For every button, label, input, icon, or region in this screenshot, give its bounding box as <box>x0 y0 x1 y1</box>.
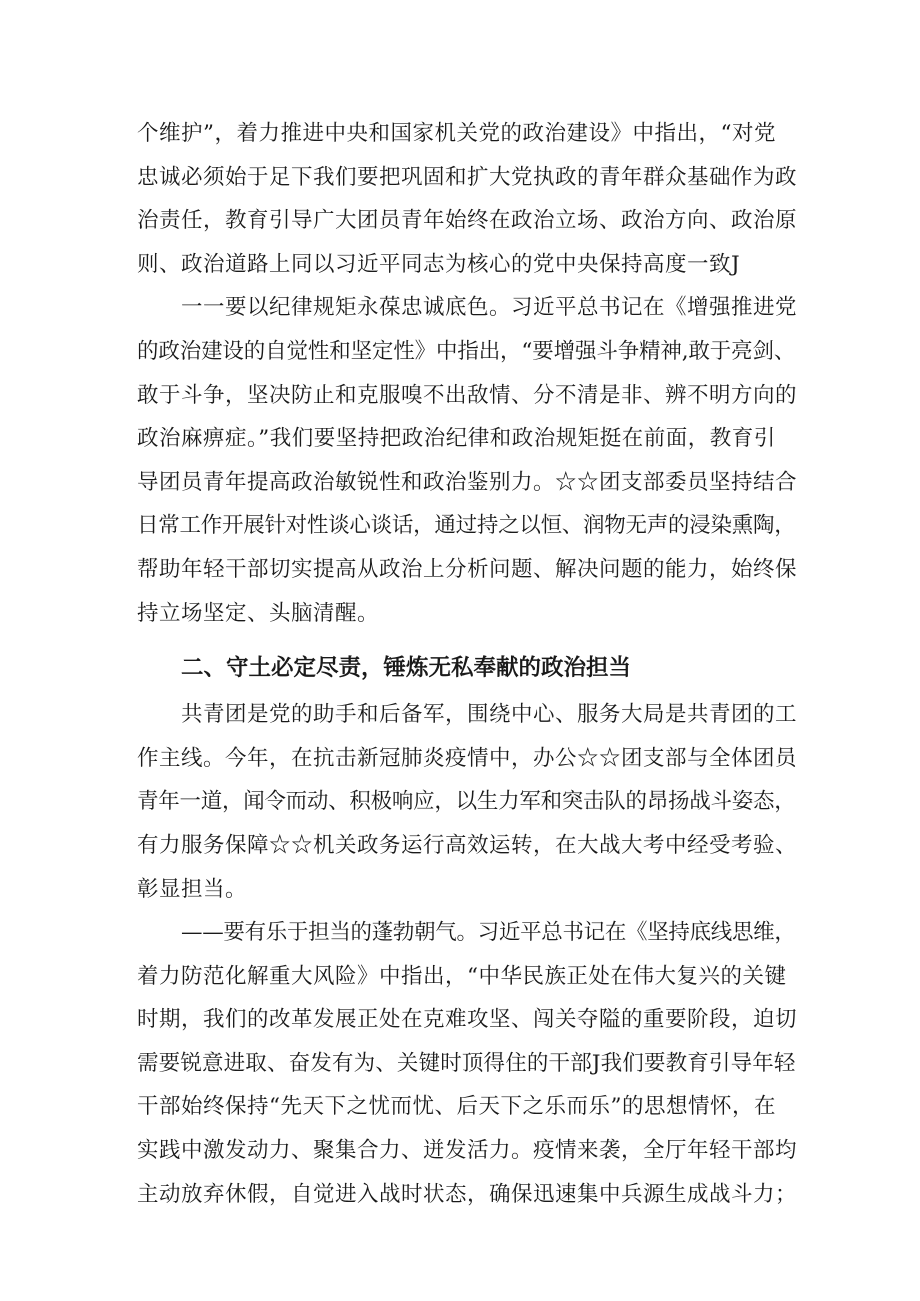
paragraph-line: 治责任，教育引导广大团员青年始终在政治立场、政治方向、政治原 <box>137 208 798 234</box>
paragraph-line: 持立场坚定、头脑清醒。 <box>137 600 380 626</box>
section-heading: 二、守土必定尽责，锤炼无私奉献的政治担当 <box>181 655 632 682</box>
paragraph-3 <box>137 693 797 911</box>
paragraph-line: 个维护”，着力推进中央和国家机关党的政治建设》中指出，“对党 <box>137 121 776 146</box>
paragraph-line: 有力服务保障☆☆机关政务运行高效运转，在大战大考中经受考验、 <box>137 832 798 858</box>
document-body <box>137 112 797 1216</box>
paragraph-line: 实践中激发动力、聚集合力、迸发活力。疫情来袭，全厅年轻干部均 <box>137 1138 798 1164</box>
paragraph-line: ——要有乐于担当的蓬勃朝气。习近平总书记在《坚持底线思维， <box>181 920 796 946</box>
paragraph-line: 政治麻痹症。”我们要坚持把政治纪律和政治规矩挺在前面，教育引 <box>137 426 776 452</box>
paragraph-line: 导团员青年提高政治敏锐性和政治鉴别力。☆☆团支部委员坚持结合 <box>137 469 798 495</box>
paragraph-line: 时期，我们的改革发展正处在克难攻坚、闯关夺隘的重要阶段，迫切 <box>137 1007 798 1033</box>
paragraph-line: 一一要以纪律规矩永葆忠诚底色。习近平总书记在《增强推进党 <box>181 295 798 321</box>
paragraph-1 <box>137 112 797 286</box>
paragraph-line: 主动放弃休假，自觉进入战时状态，确保迅速集中兵源生成战斗力； <box>137 1181 798 1207</box>
paragraph-line: 则、政治道路上同以习近平同志为核心的党中央保持高度一致J <box>137 251 741 277</box>
paragraph-line: 作主线。今年，在抗击新冠肺炎疫情中，办公☆☆团支部与全体团员 <box>137 745 798 771</box>
paragraph-line: 共青团是党的助手和后备军，围绕中心、服务大局是共青团的工 <box>181 702 798 728</box>
paragraph-line: 帮助年轻干部切实提高从政治上分析问题、解决问题的能力，始终保 <box>137 556 798 582</box>
paragraph-line: 敢于斗争，坚决防止和克服嗅不出敌情、分不清是非、辨不明方向的 <box>137 382 798 408</box>
paragraph-line: 着力防范化解重大风险》中指出，“中华民族正处在伟大复兴的关键 <box>137 963 787 989</box>
paragraph-line: 青年一道，闻令而动、积极响应，以生力军和突击队的昂扬战斗姿态， <box>137 789 796 815</box>
paragraph-4 <box>137 911 797 1216</box>
paragraph-line: 忠诚必须始于足下我们要把巩固和扩大党执政的青年群众基础作为政 <box>137 164 798 190</box>
paragraph-line: 彰显担当。 <box>137 876 248 902</box>
paragraph-line: 日常工作开展针对性谈心谈话，通过持之以恒、润物无声的浸染熏陶， <box>137 513 796 539</box>
paragraph-line: 需要锐意进取、奋发有为、关键时顶得住的干部J我们要教育引导年轻 <box>137 1050 796 1076</box>
paragraph-2 <box>137 286 797 635</box>
paragraph-line: 干部始终保持“先天下之忧而忧、后天下之乐而乐”的思想情怀，在 <box>137 1094 776 1120</box>
paragraph-line: 的政治建设的自觉性和坚定性》中指出，“要增强斗争精神,敢于亮剑、 <box>137 338 796 364</box>
